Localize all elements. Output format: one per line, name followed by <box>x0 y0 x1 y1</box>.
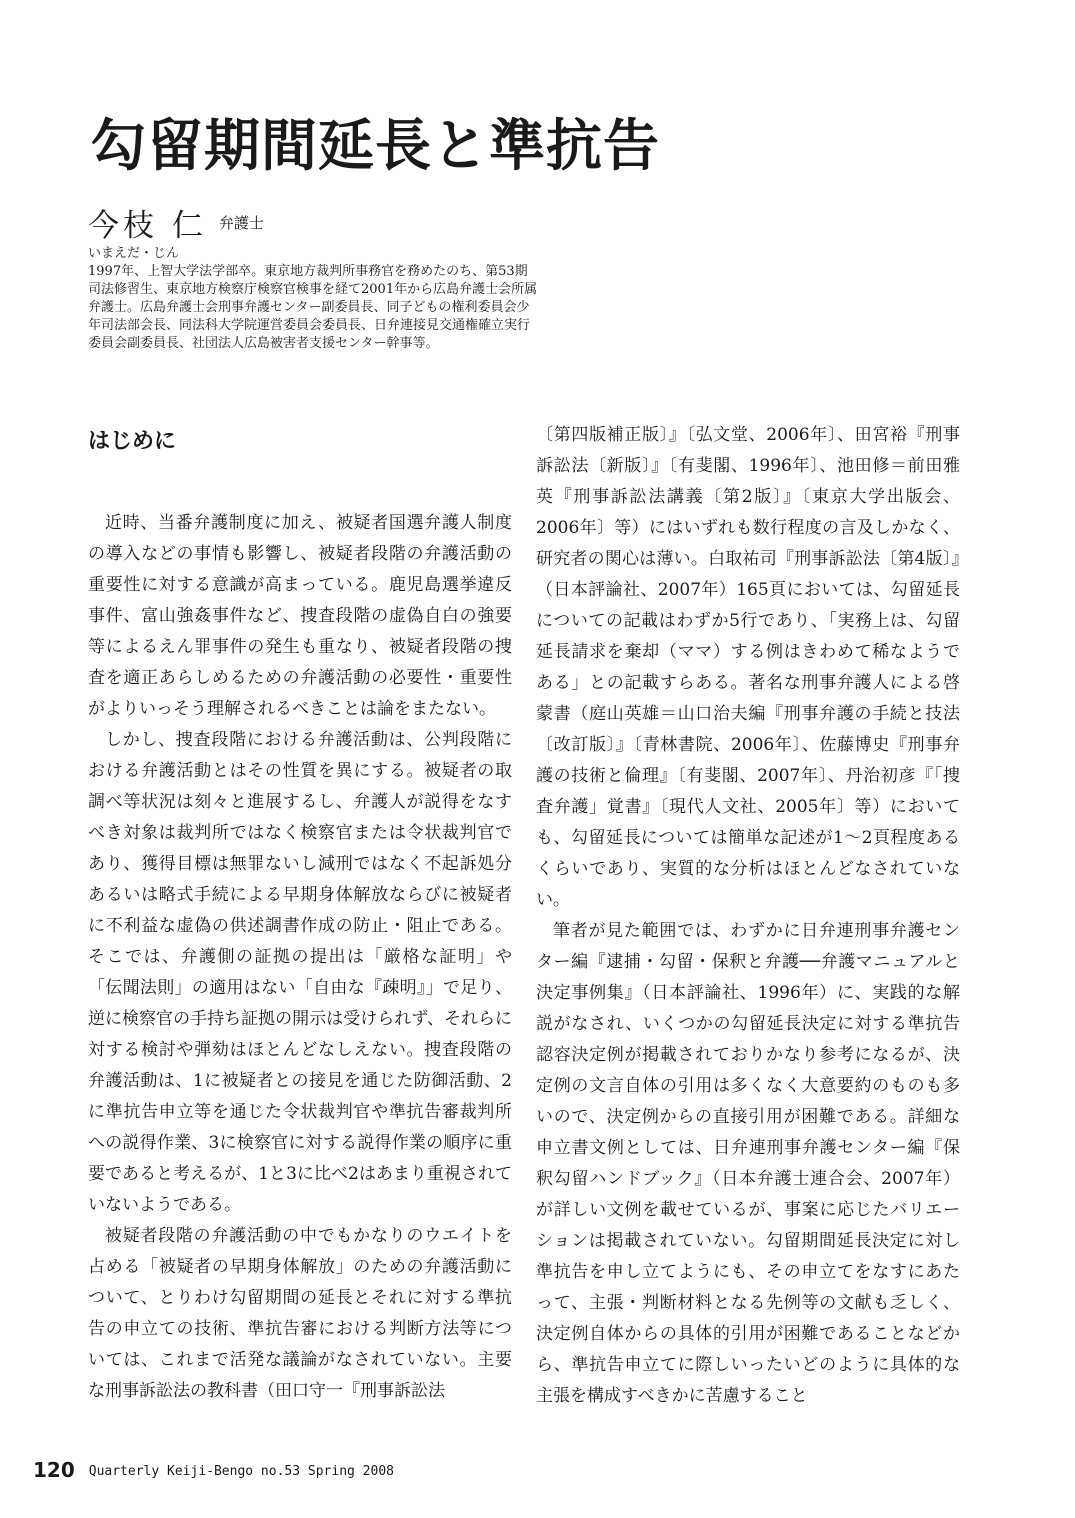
left-column <box>88 420 512 1407</box>
right-column <box>536 420 960 1412</box>
body-paragraph-continued: 〔第四版補正版〕』〔弘文堂、2006年〕、田宮裕『刑事訴訟法〔新版〕』〔有斐閣、1996年〕、池田修＝前田雅英『刑事訴訟法講義〔第2版〕』〔東京大学出版会、2006年〕等）にはいずれも数行程度の言及しかなく、研究者の関心は薄い。白取祐司『刑事訴訟法〔第4版〕』（日本評論社、2007年）165頁においては、勾留延長についての記載はわずか5行であり、「実務上は、勾留延長請求を棄却（ママ）する例はきわめて稀なようである」との記載すらある。著名な刑事弁護人による啓蒙書（庭山英雄＝山口治夫編『刑事弁護の手続と技法〔改訂版〕』〔青林書院、2006年〕、佐藤博史『刑事弁護の技術と倫理』〔有斐閣、2007年〕、丹治初彦『「捜査弁護」覚書』〔現代人文社、2005年〕等）においても、勾留延長については簡単な記述が1〜2頁程度あるくらいであり、実質的な分析はほとんどなされていない。 <box>536 425 960 910</box>
author-bio: 1997年、上智大学法学部卒。東京地方裁判所事務官を務めたのち、第53期司法修習生、東京地方検察庁検察官検事を経て2001年から広島弁護士会所属弁護士。広島弁護士会刑事弁護センター副委員長、同子どもの権利委員会少年司法部会長、同法科大学院運営委員会委員長、日弁連接見交通権確立実行委員会副委員長、社団法人広島被害者支援センター幹事等。 <box>88 264 538 351</box>
author-role: 弁護士 <box>218 214 264 232</box>
article-title: 勾留期間延長と準抗告 <box>90 114 660 179</box>
author-bio-block <box>88 245 538 353</box>
author-reading: いまえだ・じん <box>88 246 180 261</box>
body-paragraph: しかし、捜査段階における弁護活動は、公判段階における弁護活動とはその性質を異にする。被疑者の取調べ等状況は刻々と進展するし、弁護人が説得をなすべき対象は裁判所ではなく検察官または令状裁判官であり、獲得目標は無罪ないし減刑ではなく不起訴処分あるいは略式手続による早期身体解放ならびに被疑者に不利益な虚偽の供述調書作成の防止・阻止である。そこでは、弁護側の証拠の提出は「厳格な証明」や「伝聞法則」の適用はない「自由な『疎明』」で足り、逆に検察官の手持ち証拠の開示は受けられず、それらに対する検討や弾劾はほとんどなしえない。捜査段階の弁護活動は、1に被疑者との接見を通じた防御活動、2に準抗告申立等を通じた令状裁判官や準抗告審裁判所への説得作業、3に検察官に対する説得作業の順序に重要であると考えるが、1と3に比べ2はあまり重視されていないようである。 <box>88 730 512 1215</box>
page-footer <box>33 1458 394 1482</box>
body-paragraph: 筆者が見た範囲では、わずかに日弁連刑事弁護センター編『逮捕・勾留・保釈と弁護──弁護マニュアルと決定事例集』（日本評論社、1996年）に、実践的な解説がなされ、いくつかの勾留延長決定に対する準抗告認容決定例が掲載されておりかなり参考になるが、決定例の文言自体の引用は多くなく大意要約のものも多いので、決定例からの直接引用が困難である。詳細な申立書文例としては、日弁連刑事弁護センター編『保釈勾留ハンドブック』（日本弁護士連合会、2007年）が詳しい文例を載せているが、事案に応じたバリエーションは掲載されていない。勾留期間延長決定に対し準抗告を申し立てようにも、その申立てをなすにあたって、主張・判断材料となる先例等の文献も乏しく、決定例自体からの具体的引用が困難であることなどから、準抗告申立てに際しいったいどのように具体的な主張を構成すべきかに苦慮すること <box>536 921 960 1406</box>
page-number: 120 <box>33 1458 75 1482</box>
section-heading: はじめに <box>88 429 177 454</box>
journal-name: Quarterly Keiji-Bengo no.53 Spring 2008 <box>88 1464 394 1479</box>
author-name: 今枝 仁 <box>88 208 207 244</box>
body-paragraph: 近時、当番弁護制度に加え、被疑者国選弁護人制度の導入などの事情も影響し、被疑者段階の弁護活動の重要性に対する意識が高まっている。鹿児島選挙違反事件、富山強姦事件など、捜査段階の虚偽自白の強要等によるえん罪事件の発生も重なり、被疑者段階の捜査を適正あらしめるための弁護活動の必要性・重要性がよりいっそう理解されるべきことは論をまたない。 <box>88 513 512 719</box>
author-line <box>88 200 264 245</box>
body-paragraph: 被疑者段階の弁護活動の中でもかなりのウエイトを占める「被疑者の早期身体解放」のための弁護活動について、とりわけ勾留期間の延長とそれに対する準抗告の申立ての技術、準抗告審における判断方法等については、これまで活発な議論がなされていない。主要な刑事訴訟法の教科書（田口守一『刑事訴訟法 <box>88 1226 512 1401</box>
